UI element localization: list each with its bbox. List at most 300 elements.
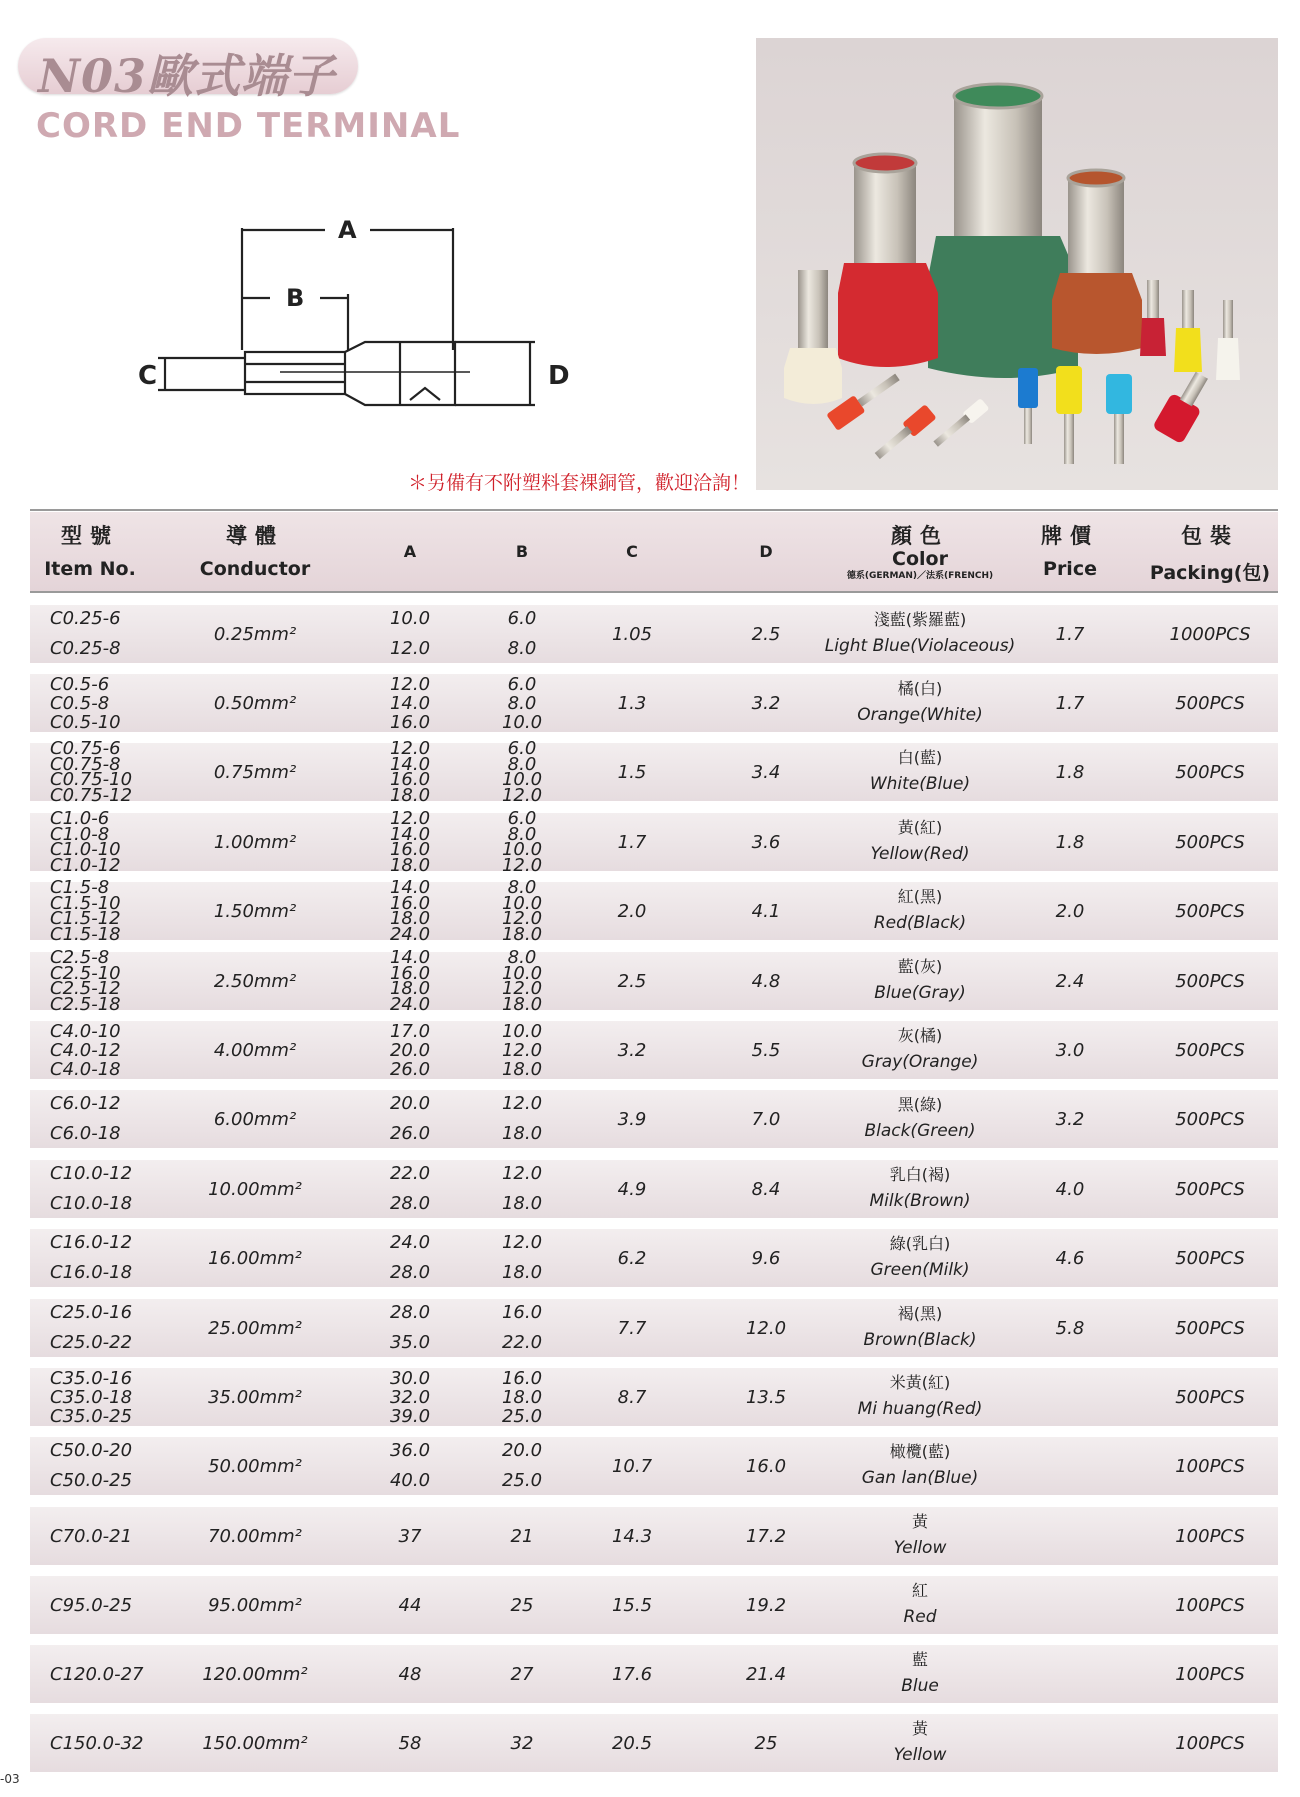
item-number: C6.0-12 [50,1093,121,1114]
conductor: 95.00mm² [208,1594,302,1616]
item-number: C10.0-18 [50,1193,133,1214]
conductor: 0.50mm² [213,692,297,714]
dim-b: 12.0 [501,784,543,806]
item-number: C1.5-8 [50,877,110,898]
dim-c: 2.5 [617,970,647,992]
table-row [30,877,1278,945]
dim-a: 16.0 [389,839,431,860]
dim-c: 8.7 [617,1386,647,1408]
conductor: 25.00mm² [208,1317,302,1339]
price [1030,1645,1110,1703]
page-subtitle: CORD END TERMINAL [36,106,461,146]
dim-a: 36.0 [389,1440,431,1461]
item-number: C35.0-18 [50,1386,133,1408]
color-cell [820,1645,1020,1703]
packing: 500PCS [1175,970,1245,992]
price [1030,1507,1110,1565]
dim-b: 8.0 [507,947,537,968]
item-number: C4.0-18 [50,1058,121,1080]
availability-note: ＊另備有不附塑料套裸銅管，歡迎洽詢！ [408,472,751,494]
table-row [30,1160,1278,1218]
price [1030,1368,1110,1426]
dim-c: 15.5 [611,1594,653,1616]
dim-a: 48 [398,1663,422,1685]
color-zh: 橘(白) [897,679,943,698]
dim-b-values [482,1090,562,1148]
item-number: C50.0-20 [50,1440,133,1461]
dim-b: 18.0 [501,1193,543,1214]
item-numbers [50,1021,180,1079]
dim-d: 4.1 [751,900,781,922]
dim-c: 6.2 [617,1247,647,1269]
dim-a: 39.0 [389,1405,431,1427]
dim-a-values [370,738,450,806]
dim-b: 6.0 [507,608,537,629]
item-number: C16.0-12 [50,1232,133,1253]
header-bottom-rule [30,591,1278,593]
dim-a: 28.0 [389,1193,431,1214]
dim-a: 16.0 [389,769,431,790]
dim-b: 18.0 [501,1058,543,1080]
dim-b: 18.0 [501,1386,543,1408]
dim-b-values [482,1229,562,1287]
dim-b: 8.0 [507,877,537,898]
dim-b: 12.0 [501,1093,543,1114]
item-number: C1.5-18 [50,923,121,945]
dim-a: 28.0 [389,1302,431,1323]
dim-b: 10.0 [501,769,543,790]
table-row [30,1714,1278,1772]
dim-b: 18.0 [501,1123,543,1144]
dim-b-values [482,1021,562,1079]
color-cell [820,952,1020,1010]
color-cell [820,1714,1020,1772]
item-numbers [50,808,180,876]
color-en: Mi huang(Red) [857,1399,983,1419]
color-zh: 紅(黑) [897,887,943,906]
dim-d: 3.6 [751,831,781,853]
table-row [30,1368,1278,1426]
diagram-label-b: B [286,284,305,312]
item-number: C1.0-8 [50,823,110,845]
price [1030,1714,1110,1772]
conductor: 0.25mm² [213,623,297,645]
color-en: Yellow [893,1745,947,1765]
item-numbers [50,1160,180,1218]
dim-a-values [370,1576,450,1634]
col-color-zh: 顏色 [891,523,949,548]
color-cell [820,1507,1020,1565]
dim-c: 1.3 [617,692,647,714]
color-cell [820,605,1020,663]
color-zh: 淺藍(紫羅藍) [873,610,967,629]
dim-b: 6.0 [507,673,537,695]
color-zh: 米黃(紅) [889,1373,951,1392]
item-numbers [50,1090,180,1148]
dim-b: 10.0 [501,839,543,860]
dim-a: 28.0 [389,1262,431,1283]
dim-b-values [482,1714,562,1772]
conductor: 1.00mm² [213,831,297,853]
item-numbers [50,1229,180,1287]
dim-d: 9.6 [751,1247,781,1269]
dim-a: 12.0 [389,738,431,759]
dim-d: 19.2 [745,1594,787,1616]
dim-b: 16.0 [501,1367,543,1389]
dim-b: 18.0 [501,1262,543,1283]
price: 2.4 [1055,970,1085,992]
item-number: C0.5-8 [50,692,110,714]
color-en: Green(Milk) [870,1260,970,1280]
dim-b: 12.0 [501,908,543,929]
dim-a-values [370,1368,450,1426]
color-cell [820,743,1020,801]
dim-d: 12.0 [745,1317,787,1339]
dim-a-values [370,605,450,663]
item-number: C35.0-16 [50,1367,133,1389]
dim-d: 2.5 [751,623,781,645]
conductor: 2.50mm² [213,970,297,992]
color-zh: 灰(橘) [897,1026,943,1045]
diagram-label-a: A [338,216,357,244]
item-number: C0.25-6 [50,608,121,629]
item-number: C6.0-18 [50,1123,121,1144]
dim-c: 14.3 [611,1525,653,1547]
col-d: D [759,542,773,561]
dim-a: 37 [398,1525,422,1547]
product-photo [756,38,1278,490]
item-numbers [50,1299,180,1357]
conductor: 0.75mm² [213,761,297,783]
color-zh: 白(藍) [897,748,943,767]
dim-a: 44 [398,1594,422,1616]
dim-b-values [482,738,562,806]
color-zh: 黃(紅) [897,818,943,837]
dim-c: 1.5 [617,761,647,783]
color-en: Orange(White) [857,705,983,725]
dim-a-values [370,947,450,1015]
dim-b: 10.0 [501,962,543,984]
packing: 500PCS [1175,1108,1245,1130]
item-numbers [50,1437,180,1495]
col-price-zh: 牌價 [1041,523,1099,548]
table-row [30,808,1278,876]
item-number: C0.25-8 [50,638,121,659]
diagram-label-c: C [138,361,158,391]
dim-a: 12.0 [389,673,431,695]
dim-a: 14.0 [389,947,431,968]
table-row [30,674,1278,732]
dim-a-values [370,1645,450,1703]
col-conductor-zh: 導體 [226,523,284,548]
dim-a-values [370,1021,450,1079]
dim-a: 14.0 [389,753,431,775]
dim-a: 35.0 [389,1332,431,1353]
dim-b: 12.0 [501,1039,543,1061]
conductor: 16.00mm² [208,1247,302,1269]
packing: 500PCS [1175,761,1245,783]
dim-a: 30.0 [389,1367,431,1389]
dim-d: 4.8 [751,970,781,992]
color-cell [820,1229,1020,1287]
color-zh: 黃 [911,1512,928,1531]
packing: 500PCS [1175,1247,1245,1269]
item-number: C0.75-12 [50,784,133,806]
dim-b-values [482,808,562,876]
dim-a: 12.0 [389,638,431,659]
conductor: 70.00mm² [208,1525,302,1547]
color-en: Brown(Black) [863,1330,977,1350]
dim-d: 8.4 [751,1178,781,1200]
dim-a-values [370,1229,450,1287]
dim-b-values [482,605,562,663]
price [1030,1576,1110,1634]
dim-a: 18.0 [389,784,431,806]
table-header [30,512,1278,592]
item-number: C0.75-10 [50,769,133,790]
dim-b: 10.0 [501,1020,543,1042]
dim-a: 16.0 [389,962,431,984]
table-row [30,1299,1278,1357]
item-number: C120.0-27 [50,1663,144,1685]
dim-a-values [370,1714,450,1772]
color-en: Black(Green) [864,1121,976,1141]
color-zh: 藍(灰) [897,957,943,976]
dim-b: 8.0 [507,692,537,714]
conductor: 6.00mm² [213,1108,297,1130]
col-conductor [190,520,320,580]
item-number: C95.0-25 [50,1594,133,1616]
color-en: Blue [901,1676,939,1696]
dim-b-values [482,1645,562,1703]
packing: 100PCS [1175,1732,1245,1754]
dim-d: 16.0 [745,1455,787,1477]
dim-a-values [370,1160,450,1218]
price: 3.2 [1055,1108,1085,1130]
dim-b: 12.0 [501,978,543,999]
page-title: N03歐式端子 [38,49,336,103]
dim-c: 4.9 [617,1178,647,1200]
dim-b: 8.0 [507,638,537,659]
dim-a: 12.0 [389,808,431,829]
dim-b-values [482,947,562,1015]
dim-b: 25.0 [501,1470,543,1491]
packing: 500PCS [1175,692,1245,714]
price: 2.0 [1055,900,1085,922]
dim-a: 14.0 [389,877,431,898]
item-number: C1.0-10 [50,839,121,860]
dim-b-values [482,1160,562,1218]
item-number: C25.0-16 [50,1302,133,1323]
packing: 500PCS [1175,831,1245,853]
item-numbers [50,738,180,806]
col-packing-en: Packing(包) [1149,562,1271,584]
packing: 100PCS [1175,1663,1245,1685]
dim-b-values [482,877,562,945]
dim-c: 1.7 [617,831,647,853]
col-conductor-en: Conductor [199,558,311,580]
dim-a: 22.0 [389,1163,431,1184]
dim-a: 20.0 [389,1039,431,1061]
dim-b: 8.0 [507,753,537,775]
page-number: -03 [0,1772,20,1786]
dim-b-values [482,1368,562,1426]
color-en: Gan lan(Blue) [861,1468,979,1488]
item-number: C2.5-10 [50,962,121,984]
item-number: C2.5-12 [50,978,121,999]
color-en: Milk(Brown) [869,1191,971,1211]
table-row [30,1645,1278,1703]
dim-b: 18.0 [501,923,543,945]
dim-d: 25 [754,1732,778,1754]
item-number: C10.0-12 [50,1163,133,1184]
dim-b: 12.0 [501,1232,543,1253]
color-zh: 黑(綠) [897,1095,943,1114]
color-zh: 藍 [911,1650,928,1669]
color-en: Yellow [893,1538,947,1558]
dim-a: 20.0 [389,1093,431,1114]
dim-c: 20.5 [611,1732,653,1754]
dim-d: 13.5 [745,1386,787,1408]
color-en: Gray(Orange) [861,1052,979,1072]
item-number: C150.0-32 [50,1732,144,1754]
color-en: Red(Black) [873,913,967,933]
item-numbers [50,605,180,663]
dim-c: 7.7 [617,1317,647,1339]
price: 1.7 [1055,692,1085,714]
dim-b: 12.0 [501,1163,543,1184]
table-row [30,738,1278,806]
color-cell [820,813,1020,871]
item-number: C1.5-10 [50,892,121,914]
conductor: 50.00mm² [208,1455,302,1477]
price: 3.0 [1055,1039,1085,1061]
item-number: C0.5-6 [50,673,110,695]
item-number: C4.0-12 [50,1039,121,1061]
dim-c: 3.2 [617,1039,647,1061]
dim-a-values [370,877,450,945]
conductor: 150.00mm² [202,1732,308,1754]
table-row [30,1576,1278,1634]
dim-a: 58 [398,1732,422,1754]
dim-b: 6.0 [507,738,537,759]
color-en: White(Blue) [869,774,971,794]
dim-c: 3.9 [617,1108,647,1130]
col-price-en: Price [1043,558,1097,580]
dim-d: 3.4 [751,761,781,783]
col-color [820,520,1020,581]
color-zh: 黃 [911,1719,928,1738]
dim-b: 25.0 [501,1405,543,1427]
color-en: Light Blue(Violaceous) [824,636,1016,656]
table-row [30,605,1278,663]
item-numbers [50,1507,180,1565]
dim-b: 16.0 [501,1302,543,1323]
dim-b: 25 [510,1594,534,1616]
color-en: Blue(Gray) [874,983,966,1003]
dim-b: 27 [510,1663,534,1685]
packing: 500PCS [1175,1317,1245,1339]
dim-a-values [370,674,450,732]
packing: 500PCS [1175,1178,1245,1200]
dim-d: 3.2 [751,692,781,714]
dim-b-values [482,674,562,732]
item-numbers [50,1576,180,1634]
color-cell [820,674,1020,732]
dim-a-values [370,1507,450,1565]
price: 4.0 [1055,1178,1085,1200]
col-item-zh: 型號 [61,523,119,548]
dim-a: 14.0 [389,692,431,714]
color-zh: 紅 [911,1581,928,1600]
item-numbers [50,1714,180,1772]
item-numbers [50,877,180,945]
dim-b: 22.0 [501,1332,543,1353]
dim-b: 6.0 [507,808,537,829]
header-top-rule [30,509,1278,511]
item-number: C35.0-25 [50,1405,133,1427]
dim-a: 17.0 [389,1020,431,1042]
col-price [1030,520,1110,580]
packing: 500PCS [1175,900,1245,922]
dim-a: 32.0 [389,1386,431,1408]
item-number: C1.5-12 [50,908,121,929]
price [1030,1437,1110,1495]
color-zh: 橄欖(藍) [889,1442,951,1461]
dim-b-values [482,1299,562,1357]
item-number: C0.75-8 [50,753,121,775]
dim-a: 26.0 [389,1123,431,1144]
col-a: A [403,542,417,561]
packing: 1000PCS [1169,623,1251,645]
dim-a: 16.0 [389,711,431,733]
table-row [30,1437,1278,1495]
item-number: C1.0-6 [50,808,110,829]
dim-a: 24.0 [389,993,431,1015]
dim-a: 40.0 [389,1470,431,1491]
packing: 100PCS [1175,1455,1245,1477]
color-en: Yellow(Red) [870,844,970,864]
dim-b: 32 [510,1732,534,1754]
item-number: C2.5-18 [50,993,121,1015]
item-number: C16.0-18 [50,1262,133,1283]
price: 1.8 [1055,761,1085,783]
item-numbers [50,1368,180,1426]
col-item [40,520,140,580]
conductor: 120.00mm² [202,1663,308,1685]
price: 4.6 [1055,1247,1085,1269]
diagram-label-d: D [548,361,570,391]
dim-a-values [370,1437,450,1495]
dim-d: 17.2 [745,1525,787,1547]
dim-b: 10.0 [501,711,543,733]
item-numbers [50,674,180,732]
color-en: Red [903,1607,937,1627]
dim-a-values [370,1299,450,1357]
dim-b: 10.0 [501,892,543,914]
color-cell [820,1160,1020,1218]
dim-a: 24.0 [389,923,431,945]
dim-b-values [482,1576,562,1634]
item-number: C1.0-12 [50,854,121,876]
dim-b-values [482,1507,562,1565]
dim-a: 24.0 [389,1232,431,1253]
dim-b: 8.0 [507,823,537,845]
col-c: C [626,542,638,561]
dim-b: 20.0 [501,1440,543,1461]
conductor: 10.00mm² [208,1178,302,1200]
dim-a: 14.0 [389,823,431,845]
